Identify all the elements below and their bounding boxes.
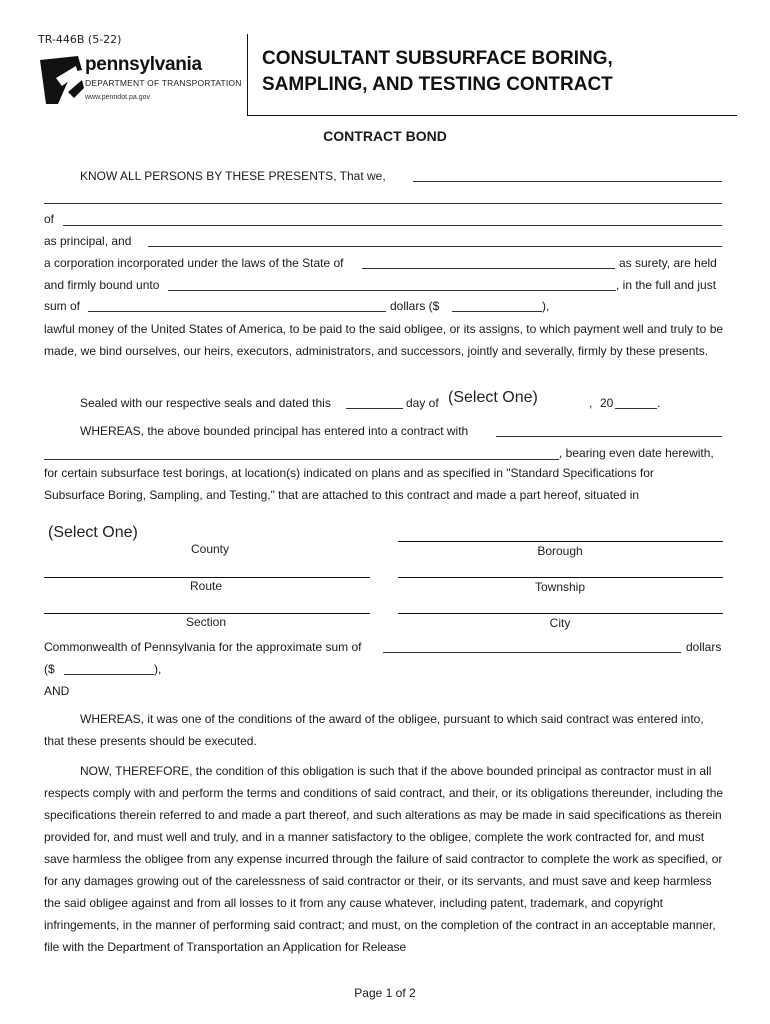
location-select[interactable]: (Select One) <box>48 524 138 541</box>
sealed-label: Sealed with our respective seals and dated this <box>80 396 331 410</box>
brand-name: pennsylvania <box>85 54 202 75</box>
page-footer: Page 1 of 2 <box>354 986 416 1000</box>
department-name: DEPARTMENT OF TRANSPORTATION <box>85 78 242 88</box>
page-title: CONSULTANT SUBSURFACE BORING, SAMPLING, AND TESTING CONTRACT <box>262 48 613 95</box>
bearing-label: , bearing even date herewith, <box>559 446 714 460</box>
day-field[interactable] <box>346 408 403 409</box>
as-surety-label: as surety, are held <box>619 256 717 270</box>
sum-of-label: sum of <box>44 299 81 313</box>
close-paren-label: ), <box>542 299 550 313</box>
now-therefore-paragraph: NOW, THEREFORE, the condition of this obligation is such that if the above bounded principal as contractor must in all respects comply with and perform the terms and conditions of said contract, and their, or its obligations thereunder, including the specifications therein referred to and made a part thereof, and such alterations as may be made in said specifications as therein provided for, and must well and truly, and in a manner satisfactory to the obligee, complete the work contracted for, and must save harmless the obligee from any expense incurred through the failure of said contractor to complete the work as specified, or for any damages growing out of the carelessness of said contractor or their, or its servants, and must save and keep harmless the said obligee against and from all losses to it from any cause whatever, including patent, trademark, and copyright infringements, in the manner of performing said contract; and must, on the completion of the contract in an acceptable manner, file with the Department of Transportation an Application for Release <box>44 764 724 954</box>
city-field[interactable] <box>398 613 723 614</box>
know-all-label: KNOW ALL PERSONS BY THESE PRESENTS, That we, <box>80 169 386 183</box>
period-label: . <box>657 396 661 410</box>
principal-name-field[interactable] <box>413 181 722 182</box>
principal-address-field[interactable] <box>63 225 722 226</box>
city-caption: City <box>549 616 571 630</box>
county-caption: County <box>190 542 230 556</box>
section-caption: Section <box>185 615 227 629</box>
principal-name-continued-field[interactable] <box>44 203 722 204</box>
corporation-label: a corporation incorporated under the laws of the State of <box>44 256 344 270</box>
dollars-label: dollars <box>686 640 722 654</box>
borough-field[interactable] <box>398 541 723 542</box>
of-label: of <box>44 212 55 226</box>
dollars-paren-label: dollars ($ <box>390 299 440 313</box>
for-certain-paragraph: for certain subsurface test borings, at location(s) indicated on plans and as specified in "Standard Specifications for Subsurface Boring, Sampling, and Testing," that are attached to this contract and made a part hereof, situated in <box>44 466 654 502</box>
route-caption: Route <box>189 579 223 593</box>
header-rule <box>247 115 737 116</box>
close-paren2-label: ), <box>154 662 162 676</box>
whereas1-label: WHEREAS, the above bounded principal has entered into a contract with <box>80 424 469 438</box>
obligee-field[interactable] <box>168 290 616 291</box>
approximate-sum-words-field[interactable] <box>383 652 681 653</box>
dollar-open-label: ($ <box>44 662 55 676</box>
sum-words-field[interactable] <box>88 311 386 312</box>
as-principal-label: as principal, and <box>44 234 132 248</box>
day-of-label: day of <box>406 396 439 410</box>
commonwealth-label: Commonwealth of Pennsylvania for the approximate sum of <box>44 640 362 654</box>
sum-amount-field[interactable] <box>452 311 542 312</box>
township-caption: Township <box>534 580 586 594</box>
borough-caption: Borough <box>537 544 583 558</box>
header-divider <box>247 34 248 116</box>
year-field[interactable] <box>615 408 657 409</box>
lawful-money-paragraph: lawful money of the United States of America, to be paid to the said obligee, or its assigns, to which payment well and truly to be made, we bind ourselves, our heirs, executors, administrators, and successors, jointly and severally, firmly by these presents. <box>44 322 724 358</box>
and-label: AND <box>44 684 70 698</box>
contract-party-field[interactable] <box>496 436 722 437</box>
form-number: TR-446B (5-22) <box>38 33 122 46</box>
surety-name-field[interactable] <box>148 246 722 247</box>
township-field[interactable] <box>398 577 723 578</box>
full-just-label: , in the full and just <box>616 278 717 292</box>
contract-party-continued-field[interactable] <box>44 459 559 460</box>
section-field[interactable] <box>44 613 370 614</box>
firmly-bound-label: and firmly bound unto <box>44 278 160 292</box>
route-field[interactable] <box>44 577 370 578</box>
approximate-sum-amount-field[interactable] <box>64 674 154 675</box>
section-heading: CONTRACT BOND <box>323 128 447 144</box>
whereas2-paragraph: WHEREAS, it was one of the conditions of the award of the obligee, pursuant to which said contract was entered into, that these presents should be executed. <box>44 712 704 748</box>
website-link[interactable]: www.penndot.pa.gov <box>85 94 150 101</box>
comma-label: , <box>589 396 593 410</box>
year-prefix-label: 20 <box>600 396 614 410</box>
month-select[interactable]: (Select One) <box>448 389 538 406</box>
surety-state-field[interactable] <box>362 268 615 269</box>
